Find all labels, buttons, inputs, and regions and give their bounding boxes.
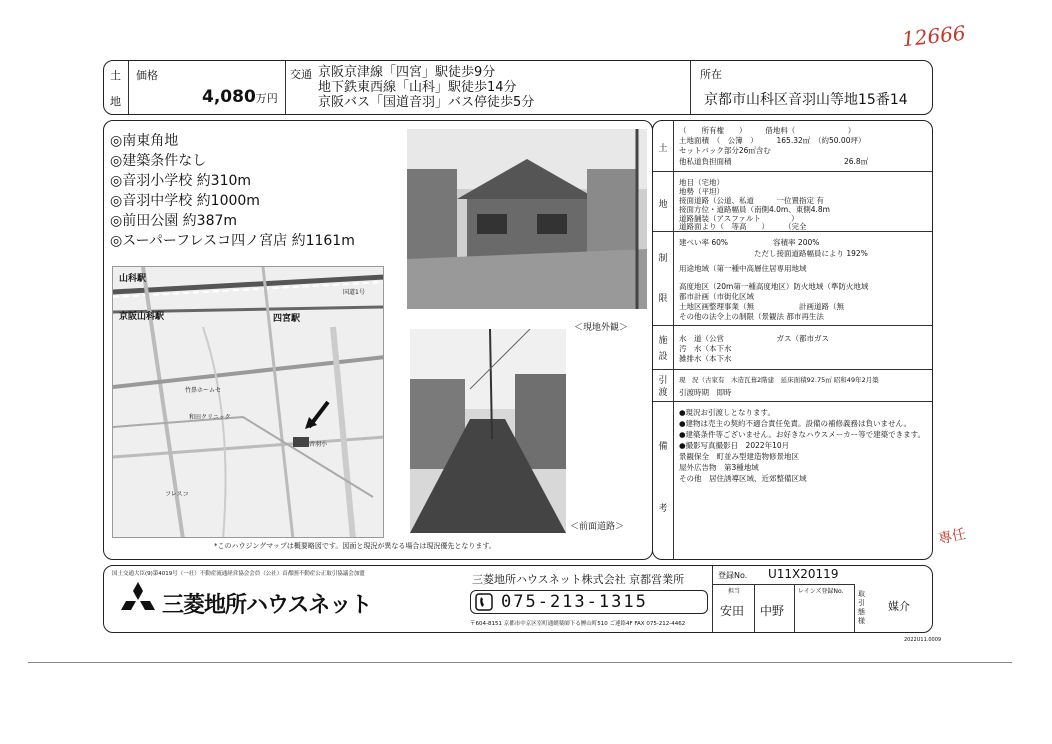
exterior-photo <box>407 129 647 309</box>
land-row: 土地面積 （ 公簿 ） 165.32㎡ （約50.00坪） <box>679 136 866 145</box>
housing-map <box>112 266 384 538</box>
footer-address: 〒604-8151 京都市中京区室町通蛸薬師下る鯉山町510 ご連絡4F FAX 075-212-4462 <box>470 621 686 627</box>
land2-row: 道路面より（ 等高 ） （完全 <box>679 222 807 231</box>
reg-value: U11X20119 <box>768 567 839 581</box>
price-label: 価格 <box>136 69 158 82</box>
facility-row: 水 道（公営 ガス（都市ガス <box>679 334 829 343</box>
restrict-row: ただし接面道路幅員により 192% <box>679 249 868 258</box>
land2-row: 接面道路（公道、私道 一位置指定 有 <box>679 196 824 205</box>
price <box>202 87 278 107</box>
feature-item: ◎建築条件なし <box>110 153 207 169</box>
manager-2: 中野 <box>760 604 785 618</box>
remarks-row: ●建物は売主の契約不適合責任免責。設備の補修義務は負いません。 <box>679 419 911 428</box>
land-row: 他私道負担面積 26.8㎡ <box>679 157 869 166</box>
version-code: 2022U11.0009 <box>904 637 942 643</box>
spec-land-char: 土 <box>658 144 668 154</box>
remarks-row: ●建築条件等ございません。お好きなハウスメーカー等で建築できます。 <box>679 430 926 439</box>
restrict-row: 高度地区（20m第一種高度地区）防火地域（準防火地域 <box>679 282 869 291</box>
location-value: 京都市山科区音羽山等地15番14 <box>704 92 908 108</box>
land2-row: 接面方位・道路幅員（南側4.0m、東側4.8m <box>679 205 830 214</box>
feature-item: ◎南東角地 <box>110 133 179 149</box>
feature-item: ◎音羽中学校 約1000m <box>110 193 260 209</box>
location-label: 所在 <box>700 68 722 81</box>
trade-label <box>858 590 868 626</box>
land-row: （ 所有権 ） 借地料（ ） <box>679 126 856 135</box>
spec-remarks-1: 備 <box>658 442 668 452</box>
mitsubishi-logo-icon <box>120 580 156 616</box>
remarks-row: 屋外広告物 第3種地域 <box>679 463 759 472</box>
feature-item: ◎音羽小学校 約310m <box>110 173 252 189</box>
spec-remarks-2: 考 <box>658 504 668 514</box>
spec-land-char2: 地 <box>658 200 668 210</box>
restrict-row: その他の法令上の制限（景観法 都市再生法 <box>679 312 824 321</box>
handwritten-number: 12666 <box>900 20 967 52</box>
remarks-row: ●現況お引渡しとなります。 <box>679 408 775 417</box>
trade-value: 媒介 <box>888 600 910 613</box>
map-label-clinic: 和田クリニック <box>189 414 231 421</box>
phone-box <box>470 590 708 614</box>
restrict-row: 都市計画（市街化区域 <box>679 292 754 301</box>
spec-restrict-2: 限 <box>658 294 668 304</box>
map-note: *このハウジングマップは概要略図です。図面と現況が異なる場合は現況優先となります。 <box>214 542 496 550</box>
spec-handover-1: 引 <box>658 376 668 386</box>
spec-facility-1: 施 <box>658 336 668 346</box>
restrict-row: 用途地域（第一種中高層住居専用地域 <box>679 264 807 273</box>
map-label-otowa: 音羽小 <box>309 441 328 448</box>
land2-row: 地勢（平坦） <box>679 187 724 196</box>
map-label-yamashina: 山科駅 <box>119 274 147 284</box>
exterior-photo-graphic <box>407 129 647 309</box>
transport-line: 地下鉄東西線「山科」駅徒歩14分 <box>318 80 517 95</box>
map-label-fresco: フレスコ <box>165 491 189 498</box>
map-graphic <box>113 267 384 538</box>
trade-label-3: 態 <box>858 608 865 616</box>
manager-1: 安田 <box>720 604 745 618</box>
restrict-row: 土地区画整理事業（無 計画道路（無 <box>679 302 844 311</box>
spec-handover-2: 渡 <box>658 388 668 398</box>
reins-label: レインズ登録No. <box>798 588 844 595</box>
company-full: 三菱地所ハウスネット株式会社 京都営業所 <box>472 573 685 586</box>
facility-row: 雑排水（本下水 <box>679 354 732 363</box>
trade-label-1: 取 <box>858 590 865 598</box>
spec-panel <box>652 120 933 560</box>
header-box <box>103 60 933 115</box>
price-value: 4,080 <box>202 87 256 107</box>
restrict-row: 建ぺい率 60% 容積率 200% <box>679 238 820 247</box>
price-unit: 万円 <box>255 92 278 105</box>
phone-icon <box>475 593 493 611</box>
transport-line: 京阪京津線「四宮」駅徒歩9分 <box>318 65 496 80</box>
handover-row: 引渡時期 即時 <box>679 388 732 397</box>
spec-facility-2: 設 <box>658 352 668 362</box>
land-row: セットバック部分26㎡含む <box>679 146 771 155</box>
remarks-row: 景観保全 町並み型建造物修景地区 <box>679 452 799 461</box>
handwritten-seal: 專任 <box>936 526 968 548</box>
feature-item: ◎スーパーフレスコ四ノ宮店 約1161m <box>110 233 355 249</box>
road-caption: ＜前面道路＞ <box>570 522 625 532</box>
company-logo-text: 三菱地所ハウスネット <box>162 593 372 618</box>
trade-label-4: 様 <box>858 617 865 625</box>
main-panel <box>103 120 653 560</box>
transport-line: 京阪バス「国道音羽」バス停徒歩5分 <box>318 95 535 110</box>
phone-number: 075-213-1315 <box>501 592 648 612</box>
land2-row: 道路舗装（アスファルト ） <box>679 214 799 223</box>
footer-assoc: 国土交通大臣(9)第4019号（一社）不動産流通経営協会会員（公社）首都圏不動産公正取引協議会加盟 <box>112 571 365 577</box>
manager-label: 担当 <box>728 588 741 595</box>
map-label-tsukuba: 竹鼻ホームセ <box>185 387 222 394</box>
map-label-route: 国道1号 <box>343 289 365 296</box>
remarks-row: ●撮影写真撮影日 2022年10月 <box>679 441 790 450</box>
features-list <box>110 131 355 251</box>
feature-item: ◎前田公園 約387m <box>110 213 238 229</box>
transport-label: 交通 <box>290 68 312 81</box>
road-photo <box>410 329 566 533</box>
land2-row: 地目（宅地） <box>679 178 724 187</box>
exterior-caption: ＜現地外観＞ <box>574 323 629 333</box>
facility-row: 汚 水（本下水 <box>679 344 732 353</box>
trade-label-2: 引 <box>858 599 865 607</box>
category-char1: 土 <box>110 69 121 82</box>
road-photo-graphic <box>410 329 566 533</box>
reg-label: 登録No. <box>718 571 748 580</box>
map-label-shinomiya: 四宮駅 <box>273 314 301 324</box>
category-char2: 地 <box>110 95 121 108</box>
footer-box <box>103 565 933 633</box>
spec-restrict-1: 制 <box>658 254 668 264</box>
handover-row: 現 況（古家有 木造瓦葺2階建 延床面積92.75㎡ 昭和49年2月築 <box>679 376 879 384</box>
remarks-row: その他 居住誘導区域、近郊整備区域 <box>679 474 807 483</box>
transport-list <box>318 65 534 110</box>
map-label-keihan-yamashina: 京阪山科駅 <box>119 312 165 322</box>
